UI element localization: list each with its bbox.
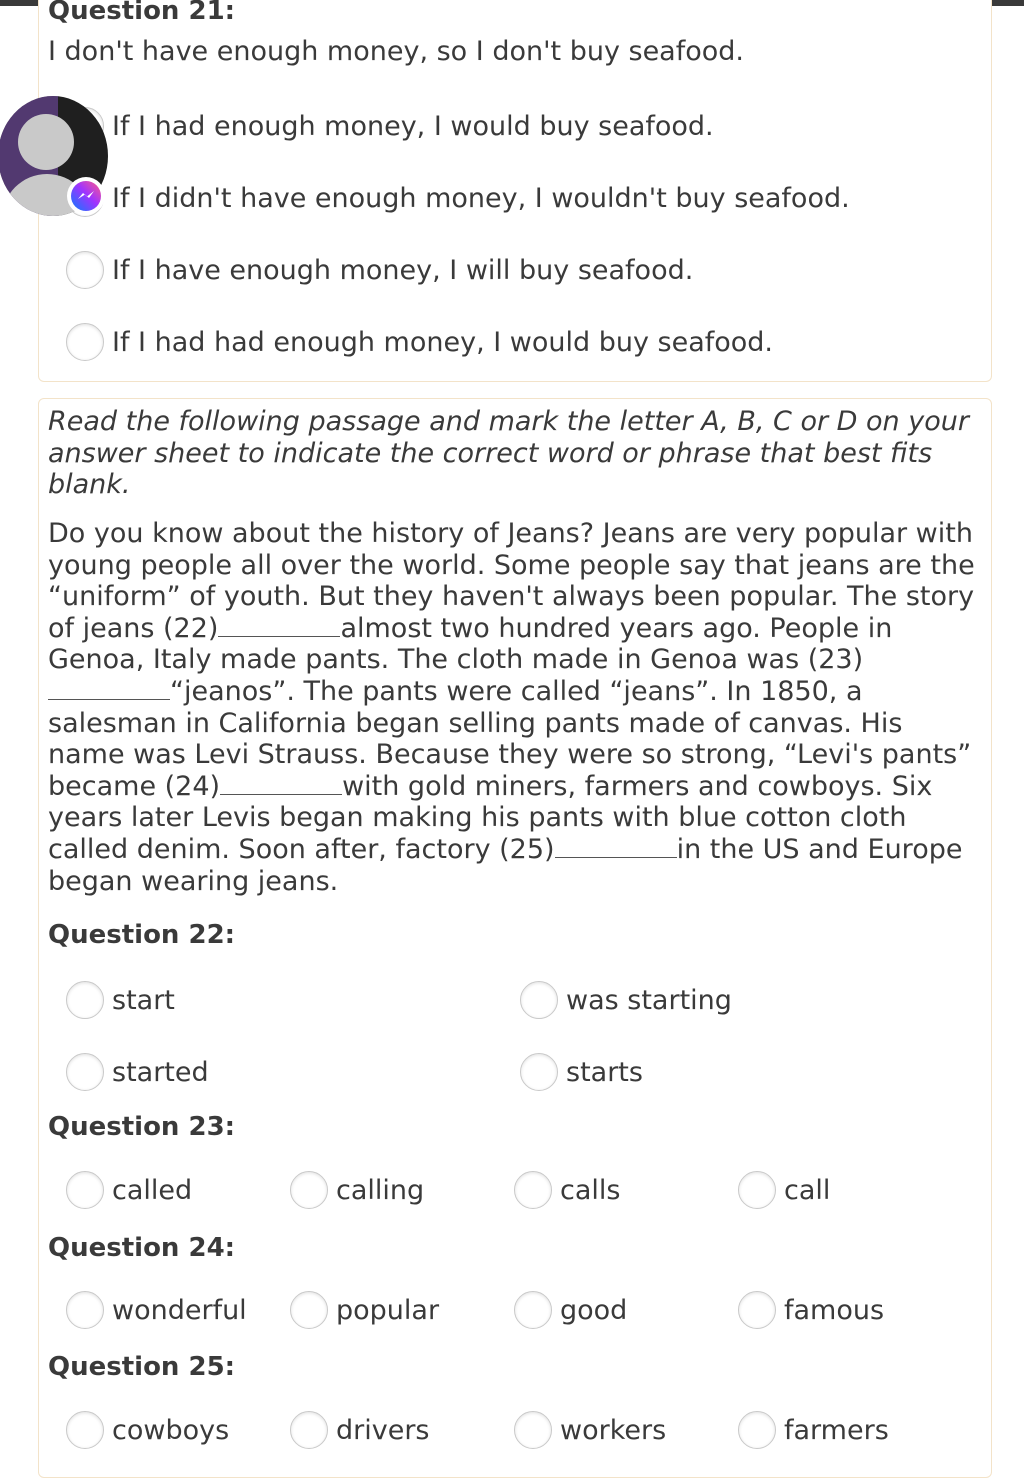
messenger-icon[interactable]	[67, 177, 105, 215]
q24-option-b[interactable]	[290, 1288, 439, 1332]
radio-button[interactable]	[66, 1291, 104, 1329]
option-label: starts	[566, 1056, 643, 1088]
q23-option-d[interactable]	[738, 1168, 830, 1212]
radio-button[interactable]	[290, 1171, 328, 1209]
q21-option-c[interactable]	[66, 248, 693, 292]
radio-button[interactable]	[514, 1171, 552, 1209]
q22-option-a[interactable]	[66, 978, 175, 1022]
q24-option-a[interactable]	[66, 1288, 247, 1332]
q21-option-b[interactable]	[66, 176, 850, 220]
q21-option-a[interactable]	[66, 104, 714, 148]
blank-24	[220, 772, 342, 795]
option-label: call	[784, 1174, 831, 1206]
radio-button[interactable]	[66, 981, 104, 1019]
passage-part: Do you know about the history of Jeans? Jeans are very popular with young people all over the world. Some people say that jeans are the “uniform” of youth. But they haven't always been popular. The story of jeans (22)	[48, 518, 975, 644]
option-label: start	[112, 984, 175, 1016]
q25-option-b[interactable]	[290, 1408, 430, 1452]
option-label: If I have enough money, I will buy seafood.	[112, 254, 694, 286]
q25-option-c[interactable]	[514, 1408, 666, 1452]
option-label: calls	[560, 1174, 621, 1206]
radio-button[interactable]	[66, 1171, 104, 1209]
question-22-title: Question 22:	[48, 920, 236, 950]
q24-option-d[interactable]	[738, 1288, 884, 1332]
option-label: wonderful	[112, 1294, 247, 1326]
option-label: famous	[784, 1294, 885, 1326]
q21-option-d[interactable]	[66, 320, 773, 364]
question-23-title: Question 23:	[48, 1112, 236, 1142]
option-label: good	[560, 1294, 628, 1326]
radio-button[interactable]	[66, 1411, 104, 1449]
option-label: If I had had enough money, I would buy seafood.	[112, 326, 774, 358]
blank-23	[48, 677, 170, 700]
radio-button[interactable]	[514, 1291, 552, 1329]
option-label: started	[112, 1056, 209, 1088]
blank-25	[555, 835, 677, 858]
passage-part: almost two hundred years ago. People in Genoa, Italy made pants. The cloth made in Genoa was (23)	[48, 612, 893, 676]
radio-button[interactable]	[520, 981, 558, 1019]
q23-option-c[interactable]	[514, 1168, 620, 1212]
q22-option-d[interactable]	[520, 1050, 643, 1094]
option-label: drivers	[336, 1414, 430, 1446]
question-24-title: Question 24:	[48, 1233, 236, 1263]
radio-button[interactable]	[738, 1291, 776, 1329]
radio-button[interactable]	[66, 323, 104, 361]
q25-option-d[interactable]	[738, 1408, 889, 1452]
blank-22	[218, 614, 340, 637]
radio-button[interactable]	[66, 1053, 104, 1091]
question-21-title: Question 21:	[48, 0, 236, 26]
option-label: farmers	[784, 1414, 889, 1446]
option-label: If I didn't have enough money, I wouldn't buy seafood.	[112, 182, 850, 214]
q23-option-a[interactable]	[66, 1168, 192, 1212]
avatar-head	[18, 114, 74, 170]
passage-part: “jeanos”. The pants were called “jeans”. In 1850, a salesman in California began selling pants made of canvas. His name was Levi Strauss. Because they were so strong, “Levi's pants” became (24)	[48, 675, 972, 802]
reading-instruction: Read the following passage and mark the letter A, B, C or D on your answer sheet to indicate the correct word or phrase that best fits blank.	[48, 406, 969, 500]
radio-button[interactable]	[738, 1171, 776, 1209]
option-label: cowboys	[112, 1414, 230, 1446]
radio-button[interactable]	[514, 1411, 552, 1449]
q22-option-b[interactable]	[520, 978, 732, 1022]
option-label: calling	[336, 1174, 425, 1206]
option-label: called	[112, 1174, 193, 1206]
q23-option-b[interactable]	[290, 1168, 424, 1212]
radio-button[interactable]	[738, 1411, 776, 1449]
option-label: workers	[560, 1414, 667, 1446]
question-21-stem: I don't have enough money, so I don't buy seafood.	[48, 36, 744, 67]
option-label: popular	[336, 1294, 440, 1326]
passage-part: with gold miners, farmers and cowboys. Six years later Levis began making his pants with blue cotton cloth called denim. Soon after, factory (25)	[48, 770, 933, 865]
option-label: was starting	[566, 984, 732, 1016]
option-label: If I had enough money, I would buy seafood.	[112, 110, 714, 142]
radio-button[interactable]	[290, 1411, 328, 1449]
q24-option-c[interactable]	[514, 1288, 627, 1332]
passage-part: in the US and Europe began wearing jeans.	[48, 833, 963, 897]
question-25-title: Question 25:	[48, 1352, 236, 1382]
radio-button[interactable]	[66, 251, 104, 289]
q22-option-c[interactable]	[66, 1050, 209, 1094]
q25-option-a[interactable]	[66, 1408, 229, 1452]
radio-button[interactable]	[290, 1291, 328, 1329]
reading-passage	[48, 518, 983, 897]
radio-button[interactable]	[520, 1053, 558, 1091]
